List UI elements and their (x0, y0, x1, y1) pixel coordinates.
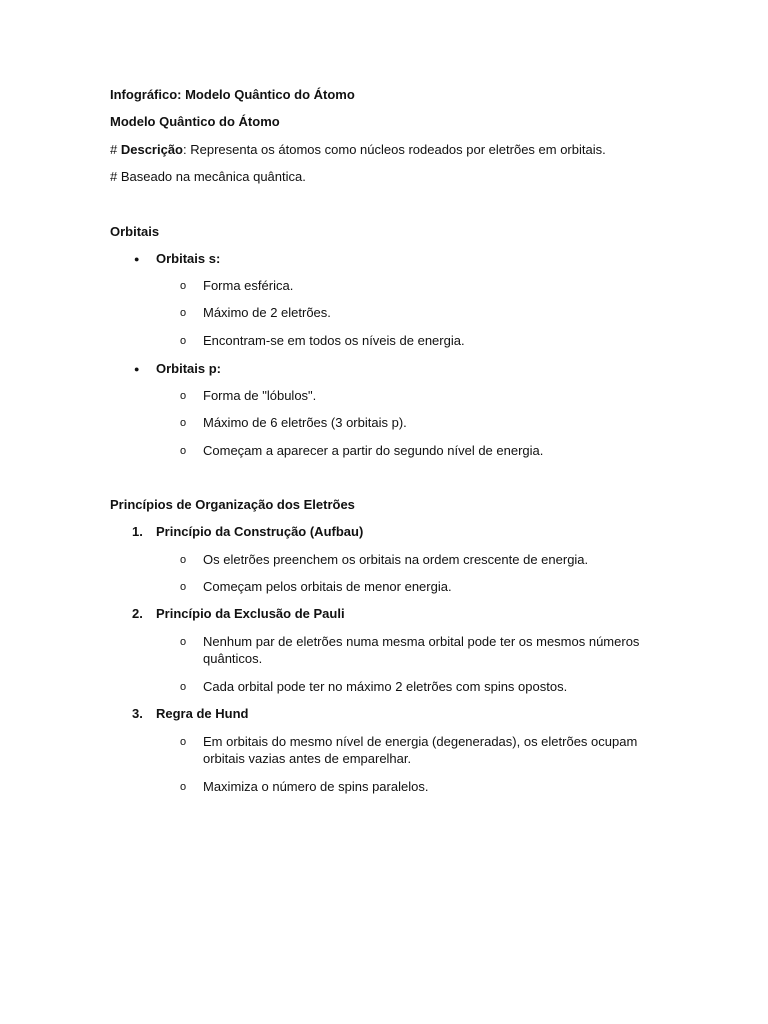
list-item: Máximo de 2 eletrões. (203, 305, 331, 320)
sub-bullet-icon: o (180, 581, 187, 593)
orbitals-heading: Orbitais (110, 224, 160, 239)
sub-bullet-icon: o (180, 781, 187, 793)
sub-bullet-icon: o (180, 681, 187, 693)
basis-line: # Baseado na mecânica quântica. (110, 169, 306, 184)
sub-bullet-icon: o (180, 554, 187, 566)
sub-bullet-icon: o (180, 636, 187, 648)
list-number: 1. (132, 524, 143, 539)
description-prefix: # (110, 142, 121, 157)
list-item: Maximiza o número de spins paralelos. (203, 779, 429, 794)
list-item: Cada orbital pode ter no máximo 2 eletrões com spins opostos. (203, 679, 568, 694)
list-item: Em orbitais do mesmo nível de energia (degeneradas), os eletrões ocupam orbitais vazias antes de emparelhar. (203, 734, 638, 766)
list-item: Nenhum par de eletrões numa mesma orbital pode ter os mesmos números quânticos. (203, 634, 640, 666)
sub-bullet-icon: o (180, 390, 187, 402)
sub-bullet-icon: o (180, 417, 187, 429)
sub-bullet-icon: o (180, 335, 187, 347)
document-subtitle: Modelo Quântico do Átomo (110, 114, 280, 129)
description-text: : Representa os átomos como núcleos rodeados por eletrões em orbitais. (183, 142, 606, 157)
principle-pauli-label: Princípio da Exclusão de Pauli (156, 606, 345, 621)
description-line (110, 141, 606, 158)
list-item: Começam a aparecer a partir do segundo nível de energia. (203, 443, 544, 458)
bullet-icon: ● (134, 254, 140, 264)
list-item: Máximo de 6 eletrões (3 orbitais p). (203, 415, 407, 430)
list-item: Forma de "lóbulos". (203, 388, 317, 403)
list-item: Forma esférica. (203, 278, 294, 293)
list-number: 3. (132, 706, 143, 721)
orbitals-p-label: Orbitais p: (156, 361, 222, 376)
sub-bullet-icon: o (180, 445, 187, 457)
document-title: Infográfico: Modelo Quântico do Átomo (110, 87, 355, 102)
principle-aufbau-label: Princípio da Construção (Aufbau) (156, 524, 364, 539)
principles-heading: Princípios de Organização dos Eletrões (110, 497, 355, 512)
list-number: 2. (132, 606, 143, 621)
description-label: Descrição (120, 142, 183, 157)
orbitals-s-label: Orbitais s: (156, 251, 221, 266)
list-item: Os eletrões preenchem os orbitais na ordem crescente de energia. (203, 552, 589, 567)
sub-bullet-icon: o (180, 307, 187, 319)
list-item: Começam pelos orbitais de menor energia. (203, 579, 452, 594)
principle-hund-label: Regra de Hund (156, 706, 249, 721)
bullet-icon: ● (134, 364, 140, 374)
list-item: Encontram-se em todos os níveis de energia. (203, 333, 465, 348)
sub-bullet-icon: o (180, 280, 187, 292)
sub-bullet-icon: o (180, 736, 187, 748)
